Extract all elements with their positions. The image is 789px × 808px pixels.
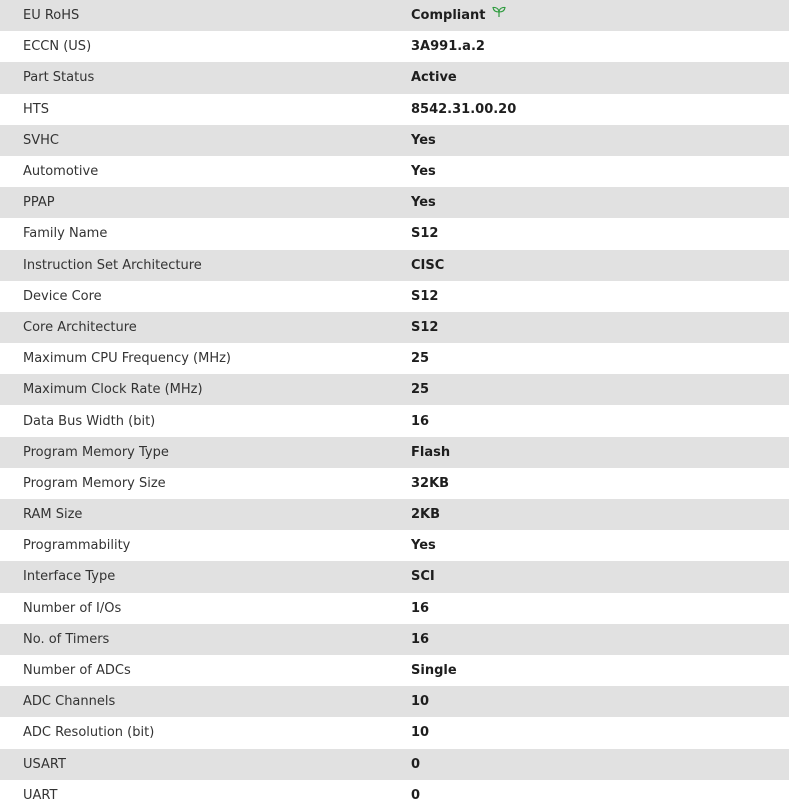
spec-label: Maximum Clock Rate (MHz) bbox=[23, 382, 203, 398]
spec-row-family-name bbox=[0, 218, 789, 249]
spec-row-interface-type bbox=[0, 561, 789, 592]
spec-value: SCI bbox=[411, 569, 435, 585]
spec-row-programmability bbox=[0, 530, 789, 561]
spec-label: ADC Resolution (bit) bbox=[23, 725, 155, 741]
spec-row-usart bbox=[0, 749, 789, 780]
spec-value: 0 bbox=[411, 787, 421, 803]
spec-row-uart bbox=[0, 780, 789, 808]
spec-row-data-bus-width bbox=[0, 405, 789, 436]
spec-label: Number of ADCs bbox=[23, 663, 131, 679]
spec-row-eu-rohs bbox=[0, 0, 789, 31]
spec-value: Yes bbox=[411, 132, 436, 148]
spec-label: Number of I/Os bbox=[23, 600, 122, 616]
spec-row-max-cpu-frequency bbox=[0, 343, 789, 374]
spec-value: Yes bbox=[411, 538, 436, 554]
spec-label: RAM Size bbox=[23, 507, 83, 523]
spec-row-adc-resolution bbox=[0, 717, 789, 748]
spec-row-core-architecture bbox=[0, 312, 789, 343]
spec-value: 25 bbox=[411, 351, 430, 367]
spec-label: USART bbox=[23, 756, 66, 772]
spec-value: 0 bbox=[411, 756, 421, 772]
spec-row-isa bbox=[0, 250, 789, 281]
spec-value: Yes bbox=[411, 164, 436, 180]
spec-label: EU RoHS bbox=[23, 8, 80, 24]
spec-label: Part Status bbox=[23, 70, 95, 86]
spec-label: Programmability bbox=[23, 538, 131, 554]
spec-label: UART bbox=[23, 787, 58, 803]
spec-row-ram-size bbox=[0, 499, 789, 530]
spec-row-number-of-adcs bbox=[0, 655, 789, 686]
spec-value: Yes bbox=[411, 195, 436, 211]
spec-label: ECCN (US) bbox=[23, 39, 92, 55]
spec-row-svhc bbox=[0, 125, 789, 156]
spec-value: Active bbox=[411, 70, 457, 86]
spec-label: SVHC bbox=[23, 132, 59, 148]
spec-label: Interface Type bbox=[23, 569, 116, 585]
spec-row-timers bbox=[0, 624, 789, 655]
spec-label: No. of Timers bbox=[23, 631, 110, 647]
spec-label: Core Architecture bbox=[23, 319, 137, 335]
spec-row-program-memory-type bbox=[0, 437, 789, 468]
spec-label: Program Memory Size bbox=[23, 475, 166, 491]
spec-label: ADC Channels bbox=[23, 694, 116, 710]
spec-value: 16 bbox=[411, 631, 430, 647]
spec-row-max-clock-rate bbox=[0, 374, 789, 405]
spec-value: 10 bbox=[411, 694, 430, 710]
spec-value: 32KB bbox=[411, 475, 450, 491]
spec-row-adc-channels bbox=[0, 686, 789, 717]
spec-label: HTS bbox=[23, 101, 49, 117]
spec-row-number-of-ios bbox=[0, 593, 789, 624]
spec-value: Flash bbox=[411, 444, 451, 460]
spec-label: Automotive bbox=[23, 164, 99, 180]
spec-row-program-memory-size bbox=[0, 468, 789, 499]
spec-value: S12 bbox=[411, 319, 439, 335]
spec-row-hts bbox=[0, 94, 789, 125]
spec-value-cell bbox=[388, 0, 789, 31]
spec-value: 3A991.a.2 bbox=[411, 39, 485, 55]
spec-row-ppap bbox=[0, 187, 789, 218]
spec-row-device-core bbox=[0, 281, 789, 312]
spec-value: 25 bbox=[411, 382, 430, 398]
spec-value: 10 bbox=[411, 725, 430, 741]
spec-value: Compliant bbox=[411, 8, 486, 24]
spec-value: S12 bbox=[411, 288, 439, 304]
spec-value: S12 bbox=[411, 226, 439, 242]
spec-value: 16 bbox=[411, 600, 430, 616]
spec-label: Family Name bbox=[23, 226, 108, 242]
spec-value: 16 bbox=[411, 413, 430, 429]
spec-label: Instruction Set Architecture bbox=[23, 257, 202, 273]
spec-row-eccn bbox=[0, 31, 789, 62]
spec-label: PPAP bbox=[23, 195, 55, 211]
spec-label: Device Core bbox=[23, 288, 102, 304]
spec-label: Maximum CPU Frequency (MHz) bbox=[23, 351, 231, 367]
spec-label: Data Bus Width (bit) bbox=[23, 413, 156, 429]
spec-value: 8542.31.00.20 bbox=[411, 101, 517, 117]
spec-value: Single bbox=[411, 663, 457, 679]
spec-row-automotive bbox=[0, 156, 789, 187]
spec-value: 2KB bbox=[411, 507, 441, 523]
spec-label: Program Memory Type bbox=[23, 444, 169, 460]
spec-row-part-status bbox=[0, 62, 789, 93]
leaf-icon bbox=[492, 6, 506, 22]
spec-value: CISC bbox=[411, 257, 445, 273]
